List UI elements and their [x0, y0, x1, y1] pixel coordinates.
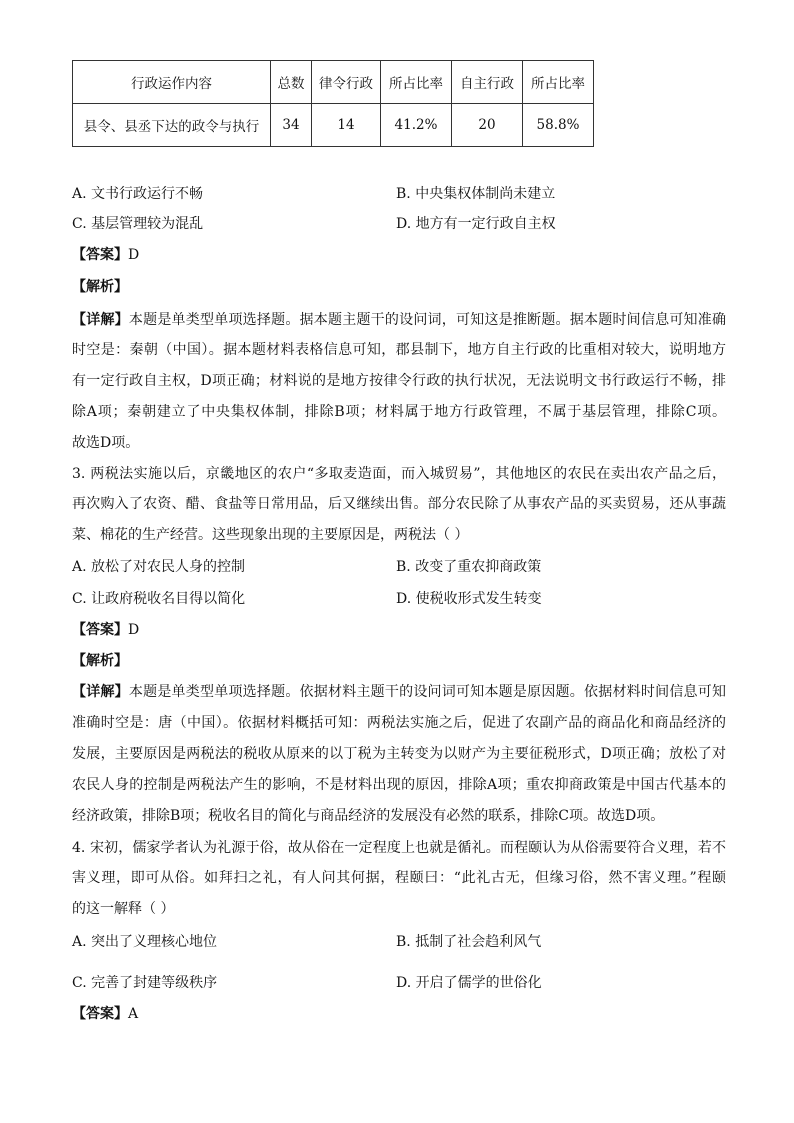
table-header-cell: 所占比率: [381, 61, 452, 104]
table-cell: 41.2%: [381, 104, 452, 147]
q3-detail-line: 农民人身的控制是两税法产生的影响，不是材料出现的原因，排除A项；重农抑商政策是中国古代基本的: [72, 777, 726, 793]
q3-detail-line: 准确时空是：唐（中国）。依据材料概括可知：两税法实施之后，促进了农副产品的商品化和商品经济的: [72, 715, 726, 731]
q3-stem-line: 再次购入了农资、醋、食盐等日常用品，后又继续出售。部分农民除了从事农产品的买卖贸易，还从事蔬: [72, 496, 726, 512]
table-header-cell: 自主行政: [452, 61, 523, 104]
table-cell: 20: [452, 104, 523, 147]
table-cell: 县令、县丞下达的政令与执行: [73, 104, 271, 147]
table-header-cell: 总数: [271, 61, 312, 104]
table-cell: 34: [271, 104, 312, 147]
q4-option-c: C. 完善了封建等级秩序: [72, 975, 218, 991]
q3-detail-line: 经济政策，排除B项；税收名目的简化与商品经济的发展没有必然的联系，排除C项。故选D项。: [72, 808, 665, 824]
analysis-tag: 【解析】: [72, 279, 128, 295]
q2-analysis-heading: [72, 277, 726, 297]
detail-tag: 【详解】: [72, 684, 129, 700]
answer-tag: 【答案】: [72, 247, 128, 263]
q3-option-b: B. 改变了重农抑商政策: [396, 559, 542, 575]
table-cell: 58.8%: [523, 104, 594, 147]
table-cell: 14: [312, 104, 381, 147]
answer-value: D: [128, 622, 140, 638]
q4-option-a: A. 突出了义理核心地位: [72, 934, 218, 950]
q2-option-d: D. 地方有一定行政自主权: [396, 216, 556, 232]
analysis-tag: 【解析】: [72, 653, 128, 669]
q2-detail-line: 故选D项。: [72, 435, 140, 451]
q3-detail-line: 发展，主要原因是两税法的税收从原来的以丁税为主转变为以财产为主要征税形式，D项正确；放松了对: [72, 746, 726, 762]
q3-option-c: C. 让政府税收名目得以简化: [72, 591, 246, 607]
answer-value: D: [128, 247, 140, 263]
q4-stem-line: 害义理，即可从俗。如拜扫之礼，有人问其何据，程颐曰：“此礼古无，但缘习俗，然不害义理。”程颐: [72, 870, 726, 886]
q2-answer: [72, 245, 726, 265]
q2-detail-line: 有一定行政自主权，D项正确；材料说的是地方按律令行政的执行状况，无法说明文书行政运行不畅，排: [72, 373, 726, 389]
q2-detail-line: 时空是：秦朝（中国）。据本题材料表格信息可知，郡县制下，地方自主行政的比重相对较大，说明地方: [72, 342, 726, 358]
q3-option-d: D. 使税收形式发生转变: [396, 591, 542, 607]
table-header-cell: 行政运作内容: [73, 61, 271, 104]
q4-option-d: D. 开启了儒学的世俗化: [396, 975, 542, 991]
q2-option-c: C. 基层管理较为混乱: [72, 216, 204, 232]
q2-option-b: B. 中央集权体制尚未建立: [396, 186, 556, 202]
q2-option-a: A. 文书行政运行不畅: [72, 186, 204, 202]
admin-stats-table: [72, 60, 594, 147]
q4-stem-line: 的这一解释（ ）: [72, 901, 175, 917]
q3-stem-line: 菜、棉花的生产经营。这些现象出现的主要原因是，两税法（ ）: [72, 527, 469, 543]
table-row: [73, 104, 594, 147]
answer-tag: 【答案】: [72, 1006, 128, 1022]
q2-detail-line: 【详解】本题是单类型单项选择题。据本题主题干的设问词，可知这是推断题。据本题时间信息可知准确: [72, 312, 726, 328]
q3-answer: [72, 620, 726, 640]
q3-option-a: A. 放松了对农民人身的控制: [72, 559, 246, 575]
q3-analysis-heading: [72, 651, 726, 671]
detail-tag: 【详解】: [72, 312, 129, 328]
table-header-cell: 所占比率: [523, 61, 594, 104]
q4-stem-line: 4. 宋初，儒家学者认为礼源于俗，故从俗在一定程度上也就是循礼。而程颐认为从俗需要符合义理，若不: [72, 840, 726, 856]
q3-stem-line: 3. 两税法实施以后，京畿地区的农户“多取麦造面，而入城贸易”，其他地区的农民在卖出农产品之后，: [72, 466, 726, 482]
answer-tag: 【答案】: [72, 622, 128, 638]
q4-option-b: B. 抵制了社会趋利风气: [396, 934, 542, 950]
q3-detail-line: 【详解】本题是单类型单项选择题。依据材料主题干的设问词可知本题是原因题。依据材料时间信息可知: [72, 684, 726, 700]
table-header-row: [73, 61, 594, 104]
table-header-cell: 律令行政: [312, 61, 381, 104]
answer-value: A: [128, 1006, 139, 1022]
q2-detail-line: 除A项；秦朝建立了中央集权体制，排除B项；材料属于地方行政管理，不属于基层管理，排除C项。: [72, 404, 726, 420]
q4-answer: [72, 1004, 726, 1024]
